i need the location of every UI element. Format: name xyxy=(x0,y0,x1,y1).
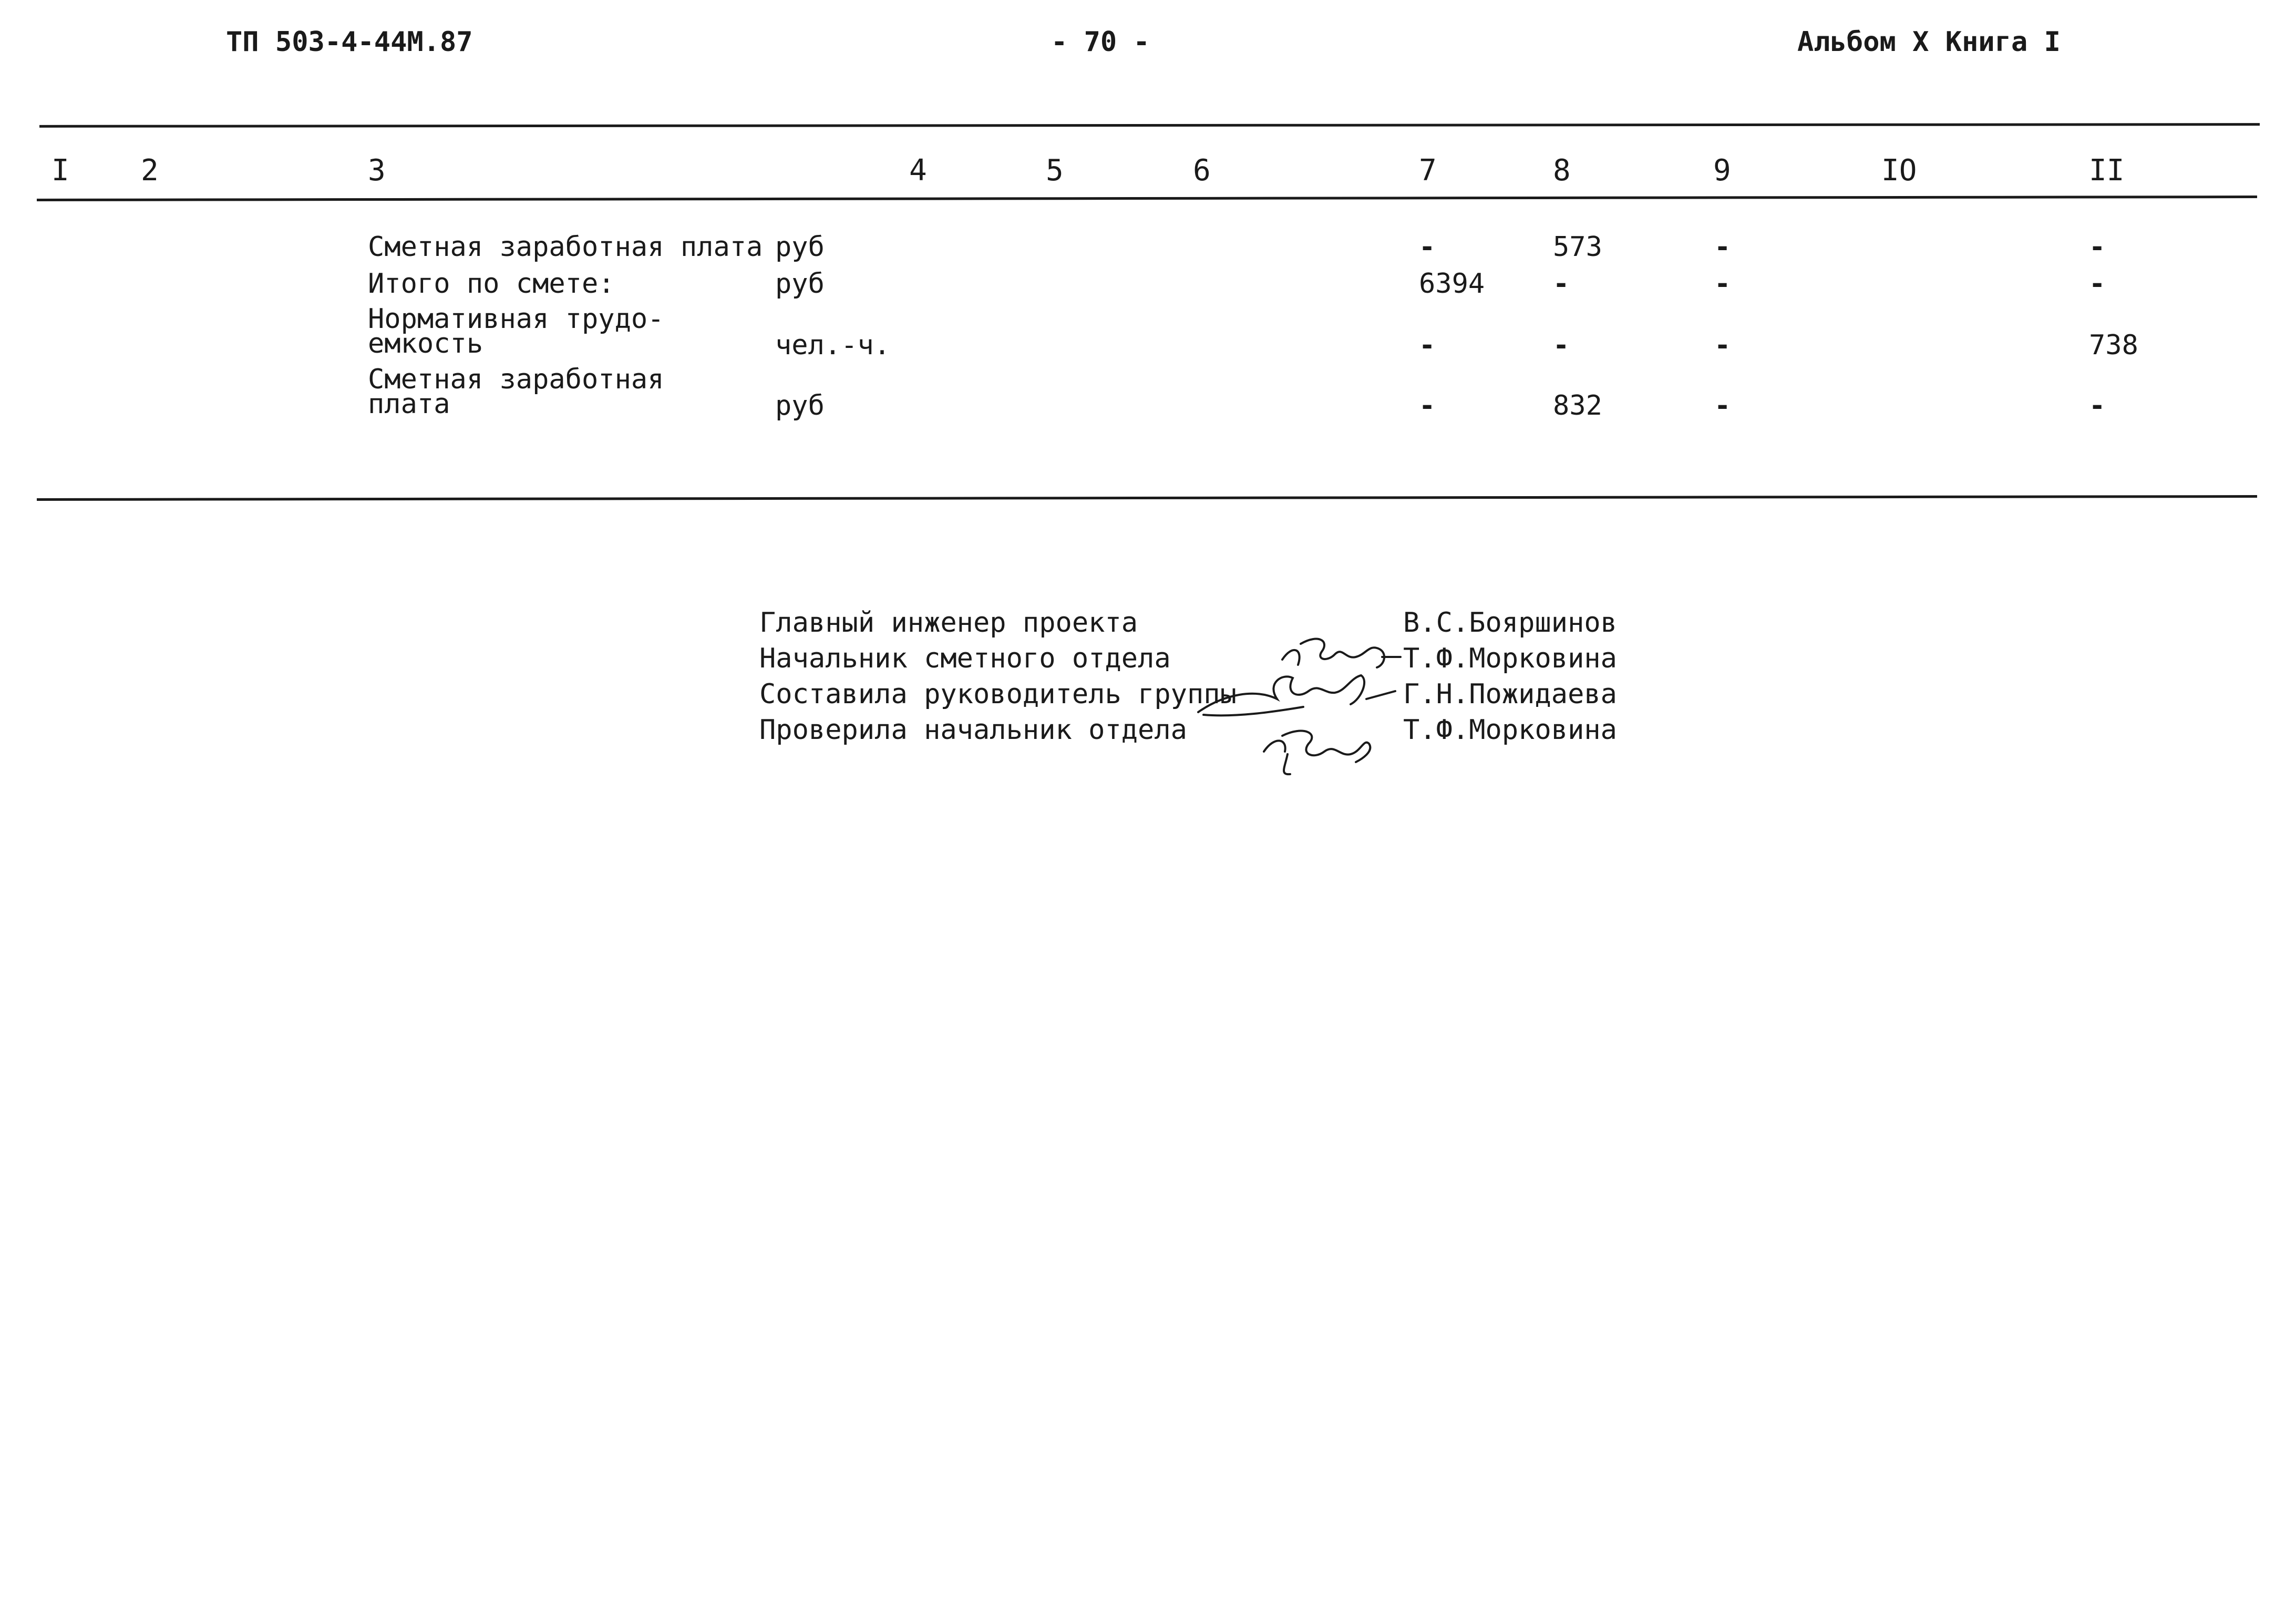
column-number-7: 7 xyxy=(1419,153,1437,188)
row-1-unit: руб xyxy=(775,231,825,263)
column-number-5: 5 xyxy=(1046,153,1064,188)
column-number-8: 8 xyxy=(1553,153,1571,188)
column-number-10: IO xyxy=(1881,153,1917,188)
row-4-col11: - xyxy=(2089,390,2106,422)
row-1-col11: - xyxy=(2089,231,2106,263)
row-2-col11: - xyxy=(2089,268,2106,300)
signatory-role-chief-engineer: Главный инженер проекта xyxy=(759,607,1138,639)
page-number: - 70 - xyxy=(1051,26,1150,58)
signatory-role-checker: Проверила начальник отдела xyxy=(759,714,1187,746)
row-3-col7: - xyxy=(1419,330,1436,361)
row-2-col8: - xyxy=(1553,268,1570,300)
row-1-name: Сметная заработная плата xyxy=(368,231,763,263)
table-bottom-rule xyxy=(37,495,2257,501)
row-4-unit: руб xyxy=(775,390,825,422)
signatory-name-chief-engineer: В.С.Бояршинов xyxy=(1403,607,1617,639)
handwritten-signature-2 xyxy=(1193,662,1398,725)
row-3-col9: - xyxy=(1714,330,1731,361)
column-number-9: 9 xyxy=(1713,153,1731,188)
column-number-11: II xyxy=(2089,153,2125,188)
signatory-role-compiler: Составила руководитель группы xyxy=(759,679,1237,710)
column-number-4: 4 xyxy=(909,153,927,188)
row-2-unit: руб xyxy=(775,268,825,300)
column-number-2: 2 xyxy=(141,153,159,188)
handwritten-signature-3 xyxy=(1256,723,1377,780)
row-3-name-line1: Нормативная трудо- xyxy=(368,303,664,335)
row-1-col9: - xyxy=(1714,231,1731,263)
row-1-col7: - xyxy=(1419,231,1436,263)
document-code: ТП 503-4-44М.87 xyxy=(226,26,473,58)
row-2-col9: - xyxy=(1714,268,1731,300)
signatory-name-compiler: Г.Н.Пожидаева xyxy=(1403,679,1617,710)
row-4-name-line1: Сметная заработная xyxy=(368,364,664,395)
signatory-name-checker: Т.Ф.Морковина xyxy=(1403,714,1617,746)
header-bottom-rule xyxy=(37,196,2257,201)
album-book-label: Альбом X Книга I xyxy=(1797,26,2061,58)
column-number-3: 3 xyxy=(368,153,386,188)
column-number-6: 6 xyxy=(1193,153,1211,188)
row-4-name-line2: плата xyxy=(368,388,450,420)
row-4-col9: - xyxy=(1714,390,1731,422)
row-1-col8: 573 xyxy=(1553,231,1602,263)
column-number-1: I xyxy=(52,153,69,188)
row-4-col8: 832 xyxy=(1553,390,1602,422)
row-3-unit: чел.-ч. xyxy=(775,330,891,361)
row-4-col7: - xyxy=(1419,390,1436,422)
table-top-rule xyxy=(39,123,2260,128)
row-2-col7: 6394 xyxy=(1419,268,1485,300)
row-3-col11: 738 xyxy=(2089,330,2138,361)
signatory-name-estimate-head: Т.Ф.Морковина xyxy=(1403,643,1617,674)
row-2-name: Итого по смете: xyxy=(368,268,615,300)
signatory-role-estimate-head: Начальник сметного отдела xyxy=(759,643,1171,674)
row-3-col8: - xyxy=(1553,330,1570,361)
row-3-name-line2: емкость xyxy=(368,328,483,359)
